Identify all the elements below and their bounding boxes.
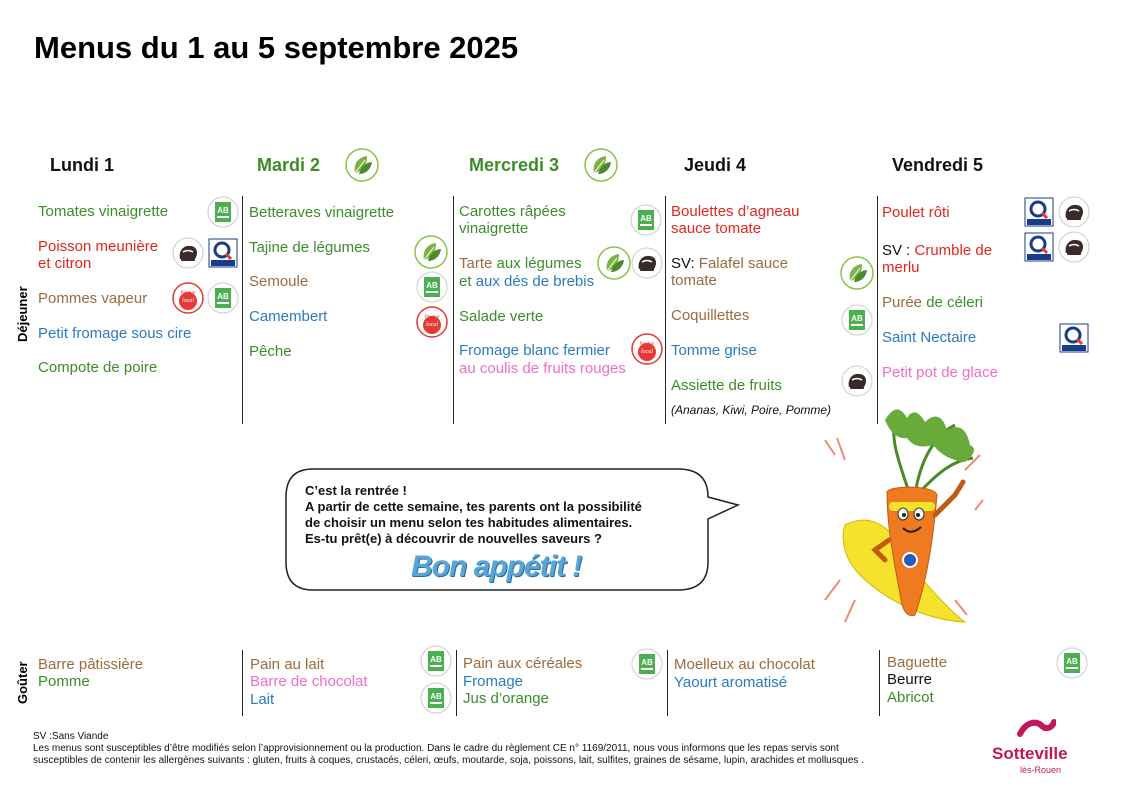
menu-item: au coulis de fruits rouges [459,360,626,377]
menu-item-line: SV: Falafel sauce [671,255,789,272]
snack-item: Fromage [463,673,524,690]
day-header-vendredi: Vendredi 5 [892,155,984,175]
column-divider [879,650,880,716]
organic-ab-icon [207,196,239,228]
quality-label-icon [1023,231,1055,263]
day-header-jeudi: Jeudi 4 [684,155,747,175]
snack-item: Lait [250,691,275,708]
menu-item: et citron [38,255,92,272]
bubble-line: de choisir un menu selon tes habitudes alimentaires. [305,515,633,530]
menu-item: Salade verte [459,308,544,325]
vegetarian-leaf-icon [345,148,379,182]
snack-item: Moelleux au chocolat [674,656,815,673]
local-product-icon [631,333,663,365]
logo-text: Sotteville [992,744,1068,763]
menu-item-line: Tarte aux légumes [459,255,582,272]
vegetarian-leaf-icon [584,148,618,182]
menu-item: merlu [882,259,920,276]
snack-item: Yaourt aromatisé [674,674,788,691]
bubble-line: A partir de cette semaine, tes parents ont la possibilité [305,499,642,514]
column-divider [456,650,457,716]
menu-item: Carottes râpées [459,203,566,220]
snack-item: Pomme [38,673,90,690]
menu-item: Pêche [249,343,292,360]
column-divider [453,196,454,424]
local-product-icon [416,306,448,338]
menu-item: Coquillettes [671,307,750,324]
day-header-mercredi: Mercredi 3 [469,155,560,175]
menu-item: Assiette de fruits [671,377,782,394]
vegetarian-leaf-icon [414,235,448,269]
column-divider [242,650,243,716]
menu-item: Betteraves vinaigrette [249,204,395,221]
bon-appetit-text: Bon appétit ! [411,550,582,583]
day-header-lundi: Lundi 1 [50,155,114,175]
snack-item: Barre de chocolat [250,673,368,690]
quality-label-icon [207,237,239,269]
quality-label-icon [1058,322,1090,354]
menu-item-line: et aux dés de brebis [459,273,595,290]
menu-item: Petit fromage sous cire [38,325,192,342]
menu-item: Semoule [249,273,309,290]
dejeuner-label: Déjeuner [15,286,30,342]
menu-item-line: Purée de céleri [882,294,983,311]
organic-ab-icon [420,682,452,714]
snack-item: Jus d’orange [463,690,549,707]
footer-note: SV :Sans Viande [33,731,109,742]
snack-item: Pain au lait [250,656,325,673]
menu-item: Camembert [249,308,328,325]
menu-item: sauce tomate [671,220,762,237]
menu-item: Fromage blanc fermier [459,342,610,359]
chef-hat-icon [841,365,873,397]
bubble-line: C’est la rentrée ! [305,483,407,498]
chef-hat-icon [1058,196,1090,228]
logo-subtext: lès-Rouen [1020,765,1062,775]
snack-item: Abricot [887,689,934,706]
menu-item: Compote de poire [38,359,158,376]
menu-item: Tomates vinaigrette [38,203,169,220]
organic-ab-icon [420,645,452,677]
snack-item: Pain aux céréales [463,655,583,672]
menu-item: Petit pot de glace [882,364,998,381]
column-divider [667,650,668,716]
day-header-mardi: Mardi 2 [257,155,321,175]
menu-item: Boulettes d’agneau [671,203,800,220]
carrot-mascot-illustration [815,400,985,630]
page-title: Menus du 1 au 5 septembre 2025 [34,30,519,65]
organic-ab-icon [631,648,663,680]
quality-label-icon [1023,196,1055,228]
footer-note: Les menus sont susceptibles d’être modifiés selon l’approvisionnement ou la production. Dans le cadre du règlement CE n° 1169/2011, nous vous informons que les repas servis sont [33,743,839,754]
chef-hat-icon [172,237,204,269]
organic-ab-icon [207,282,239,314]
chef-hat-icon [1058,231,1090,263]
menu-item: Saint Nectaire [882,329,977,346]
menu-item: Tomme grise [671,342,757,359]
organic-ab-icon [416,271,448,303]
column-divider [242,196,243,424]
gouter-label: Goûter [15,661,30,704]
menu-item: Poulet rôti [882,204,950,221]
local-product-icon [172,282,204,314]
sotteville-logo-icon [1016,716,1056,742]
snack-item: Barre pâtissière [38,656,144,673]
menu-item-line: SV : Crumble de [882,242,993,259]
snack-item: Baguette [887,654,948,671]
vegetarian-leaf-icon [840,256,874,290]
footer-note: susceptibles de contenir les allergènes suivants : gluten, fruits à coques, crustacés, céleri, œufs, moutarde, soja, poissons, lait, sulfites, graines de sésame, lupin, arachides et mollusques . [33,755,864,766]
organic-ab-icon [1056,647,1088,679]
menu-item: Tajine de légumes [249,239,370,256]
fruit-list-note: (Ananas, Kiwi, Poire, Pomme) [671,403,832,417]
menu-item: vinaigrette [459,220,529,237]
organic-ab-icon [841,304,873,336]
column-divider [665,196,666,424]
chef-hat-icon [631,247,663,279]
menu-item: tomate [671,272,717,289]
menu-item: Poisson meunière [38,238,159,255]
organic-ab-icon [630,204,662,236]
bubble-line: Es-tu prêt(e) à découvrir de nouvelles saveurs ? [305,531,602,546]
snack-item: Beurre [887,671,933,688]
column-divider [877,196,878,424]
menu-item: Pommes vapeur [38,290,148,307]
vegetarian-leaf-icon [597,246,631,280]
